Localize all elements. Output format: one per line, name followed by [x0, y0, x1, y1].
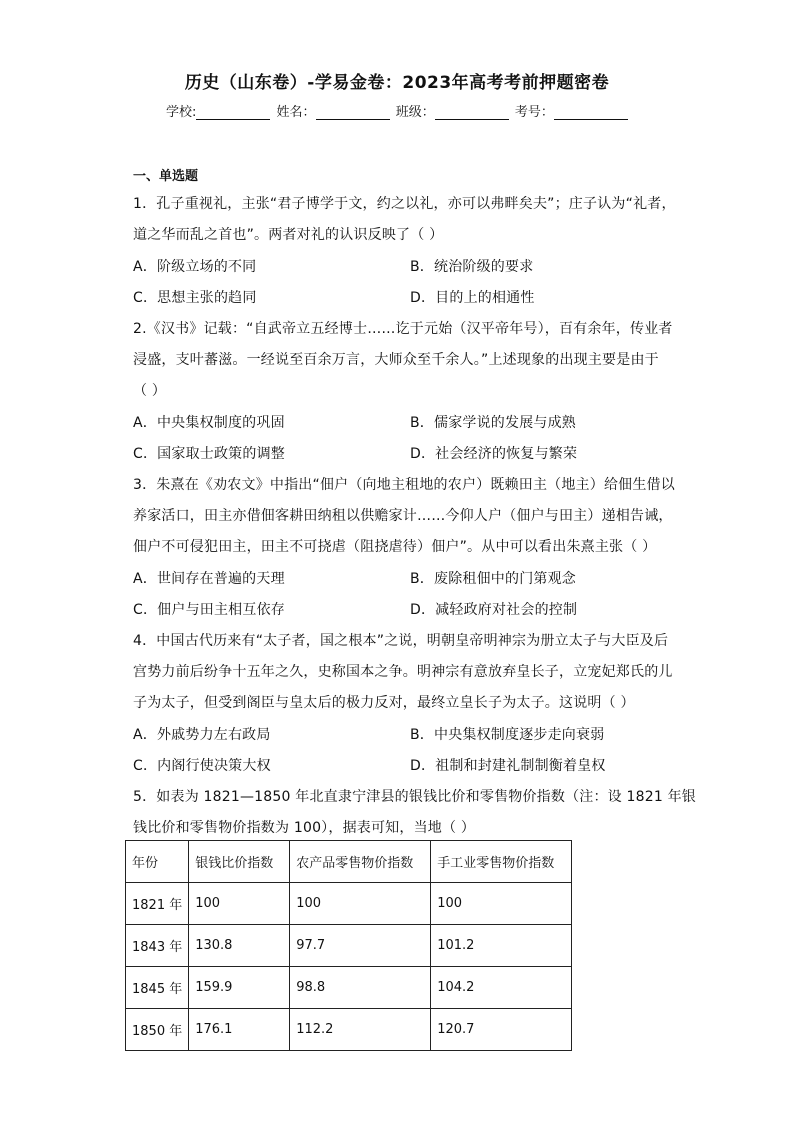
question-1-option-a: A．阶级立场的不同	[133, 259, 257, 275]
school-blank[interactable]	[196, 106, 270, 120]
table-cell: 97.7	[290, 925, 431, 967]
question-5-line: 5．如表为 1821—1850 年北直隶宁津县的银钱比价和零售物价指数（注：设 1821 年银	[133, 789, 696, 805]
question-4-line: 4．中国古代历来有“太子者，国之根本”之说，明朝皇帝明神宗为册立太子与大臣及后	[133, 633, 669, 649]
question-4-option-c: C．内阁行使决策大权	[133, 758, 271, 774]
question-3-option-a: A．世间存在普遍的天理	[133, 571, 285, 587]
table-cell: 1821 年	[126, 883, 189, 925]
table-header-cell: 银钱比价指数	[189, 841, 290, 883]
table-header-row	[126, 841, 572, 883]
question-4-option-b: B．中央集权制度逐步走向衰弱	[410, 727, 605, 743]
table-cell: 112.2	[290, 1009, 431, 1051]
table-cell: 98.8	[290, 967, 431, 1009]
question-2-option-d: D．社会经济的恢复与繁荣	[410, 446, 578, 462]
student-info-fields	[166, 101, 630, 120]
question-1-option-b: B．统治阶级的要求	[410, 259, 534, 275]
question-4-line: 宫势力前后纷争十五年之久，史称国本之争。明神宗有意放弃皇长子，立宠妃郑氏的儿	[133, 664, 673, 680]
table-cell: 176.1	[189, 1009, 290, 1051]
table-header-cell: 农产品零售物价指数	[290, 841, 431, 883]
question-2-option-a: A．中央集权制度的巩固	[133, 415, 285, 431]
question-2-option-b: B．儒家学说的发展与成熟	[410, 415, 577, 431]
page-title: 历史（山东卷）-学易金卷：2023年高考考前押题密卷	[184, 73, 610, 93]
table-cell: 159.9	[189, 967, 290, 1009]
section-title: 一、单选题	[133, 169, 199, 184]
question-5-line: 钱比价和零售物价指数为 100），据表可知，当地（ ）	[133, 820, 476, 836]
question-4-option-a: A．外戚势力左右政局	[133, 727, 271, 743]
table-row	[126, 1009, 572, 1051]
question-4-option-d: D．祖制和封建礼制制衡着皇权	[410, 758, 606, 774]
question-3-line: 佃户不可侵犯田主，田主不可挠虐（阻挠虐待）佃户”。从中可以看出朱熹主张（ ）	[133, 539, 657, 555]
question-3-line: 养家活口，田主亦借佃客耕田纳租以供赡家计……今仰人户（佃户与田主）递相告诫，	[133, 508, 673, 524]
question-2-line: 浸盛，支叶蕃滋。一经说至百余万言，大师众至千余人。”上述现象的出现主要是由于	[133, 352, 659, 368]
table-header-cell: 手工业零售物价指数	[431, 841, 572, 883]
name-blank[interactable]	[316, 106, 390, 120]
table-cell: 1850 年	[126, 1009, 189, 1051]
exam-number-label: 考号：	[514, 105, 554, 120]
question-4-line: 子为太子，但受到阁臣与皇太后的极力反对，最终立皇长子为太子。这说明（ ）	[133, 695, 635, 711]
question-3-option-d: D．减轻政府对社会的控制	[410, 602, 578, 618]
table-cell: 100	[431, 883, 572, 925]
table-header-cell: 年份	[126, 841, 189, 883]
class-blank[interactable]	[435, 106, 509, 120]
question-1-line: 道之华而乱之首也”。两者对礼的认识反映了（ ）	[133, 227, 444, 243]
table-cell: 104.2	[431, 967, 572, 1009]
question-2-option-c: C．国家取士政策的调整	[133, 446, 285, 462]
table-row	[126, 925, 572, 967]
question-1-option-c: C．思想主张的趋同	[133, 290, 257, 306]
table-cell: 101.2	[431, 925, 572, 967]
table-cell: 100	[189, 883, 290, 925]
table-cell: 100	[290, 883, 431, 925]
question-3-line: 3．朱熹在《劝农文》中指出“佃户（向地主租地的农户）既赖田主（地主）给佃生借以	[133, 477, 675, 493]
question-1-line: 1．孔子重视礼，主张“君子博学于文，约之以礼，亦可以弗畔矣夫”；庄子认为“礼者，	[133, 196, 676, 212]
exam-number-blank[interactable]	[554, 106, 628, 120]
question-2-line: 2.《汉书》记载：“自武帝立五经博士……讫于元始（汉平帝年号），百有余年，传业者	[133, 321, 673, 337]
question-3-option-b: B．废除租佃中的门第观念	[410, 571, 577, 587]
question-2-line: （ ）	[133, 383, 167, 399]
table-cell: 1843 年	[126, 925, 189, 967]
table-cell: 1845 年	[126, 967, 189, 1009]
school-label: 学校:	[166, 105, 197, 120]
table-row	[126, 967, 572, 1009]
name-label: 姓名：	[276, 105, 316, 120]
table-row	[126, 883, 572, 925]
question-3-option-c: C．佃户与田主相互依存	[133, 602, 285, 618]
price-index-table	[125, 840, 572, 1051]
question-1-option-d: D．目的上的相通性	[410, 290, 535, 306]
table-cell: 120.7	[431, 1009, 572, 1051]
class-label: 班级：	[395, 105, 435, 120]
table-cell: 130.8	[189, 925, 290, 967]
